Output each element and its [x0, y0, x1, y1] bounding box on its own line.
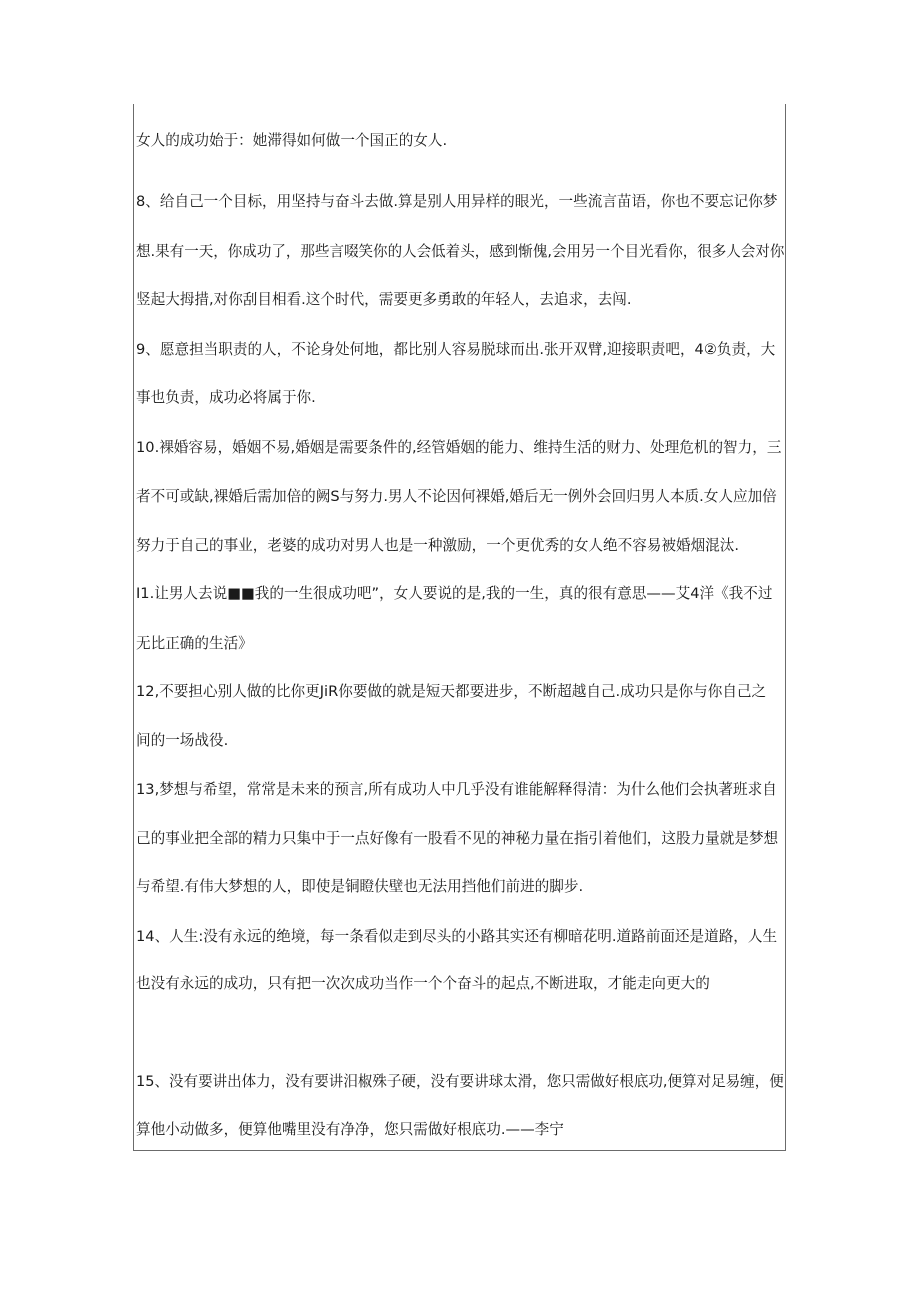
text-line: 努力于自己的事业，老婆的成功对男人也是一种激励，一个更优秀的女人绝不容易被婚烟混汰.	[136, 537, 739, 554]
text-line: 竖起大拇措,对你刮目相看.这个时代，需要更多勇敢的年轻人，去追求，去闯.	[136, 291, 632, 308]
text-line: 13,梦想与希望，常常是未来的预言,所有成功人中几乎没有谁能解释得清：为什么他们会执著班求自	[136, 781, 777, 798]
text-line: 者不可或缺,裸婚后需加倍的阙S与努力.男人不论因何裸婚,婚后无一例外会回归男人本质.女人应加倍	[136, 488, 777, 505]
text-line: 事也负责，成功必将属于你.	[136, 389, 316, 406]
text-line: 也没有永远的成功，只有把一次次成功当作一个个奋斗的起点,不断进取，才能走向更大的	[136, 975, 710, 992]
text-line: 8、给自己一个目标，用坚持与奋斗去做.算是别人用异样的眼光，一些流言苗语，你也不要忘记你梦	[136, 193, 778, 210]
text-line: 与希望.有伟大梦想的人，即使是铜瞪伕壁也无法用挡他们前进的脚步.	[136, 878, 584, 895]
text-line: I1.让男人去说■■我的一生很成功吧”，女人要说的是,我的一生，真的很有意思——艾4洋《我不过	[136, 585, 773, 602]
text-line: 己的事业把全部的精力只集中于一点好像有一股看不见的神秘力量在指引着他们，这股力量就是梦想	[136, 830, 779, 847]
text-line: 10.裸婚容易，婚姻不易,婚姻是需要条件的,经管婚姻的能力、维持生活的财力、处理危机的智力，三	[136, 439, 782, 456]
text-line: 14、人生:没有永远的绝境，每一条看似走到尽头的小路其实还有柳暗花明.道路前面还是道路，人生	[136, 928, 778, 945]
text-line: 间的一场战役.	[136, 732, 229, 749]
text-line: 算他小动做多，便算他嘴里没有净净，您只需做好根底功.——李宁	[136, 1121, 564, 1138]
text-line: 12,不要担心别人做的比你更JiR你要做的就是短天都要进步，不断超越自己.成功只是你与你自己之	[136, 683, 767, 700]
text-line: 15、没有要讲出体力，没有要讲汨椒殊子硬，没有要讲球太滑，您只需做好根底功,便算对足易缠，便	[136, 1073, 784, 1090]
text-line: 9、愿意担当职责的人，不论身处何地，都比别人容易脱球而出.张开双臂,迎接职责吧，4②负责，大	[136, 341, 776, 358]
text-line: 无比正确的生活》	[136, 635, 253, 652]
text-line: 女人的成功始于：她滞得如何做一个国正的女人.	[136, 132, 448, 149]
text-line: 想.果有一天，你成功了，那些言啜笑你的人会低着头，感到惭傀,会用另一个目光看你，很多人会对你	[136, 243, 785, 260]
